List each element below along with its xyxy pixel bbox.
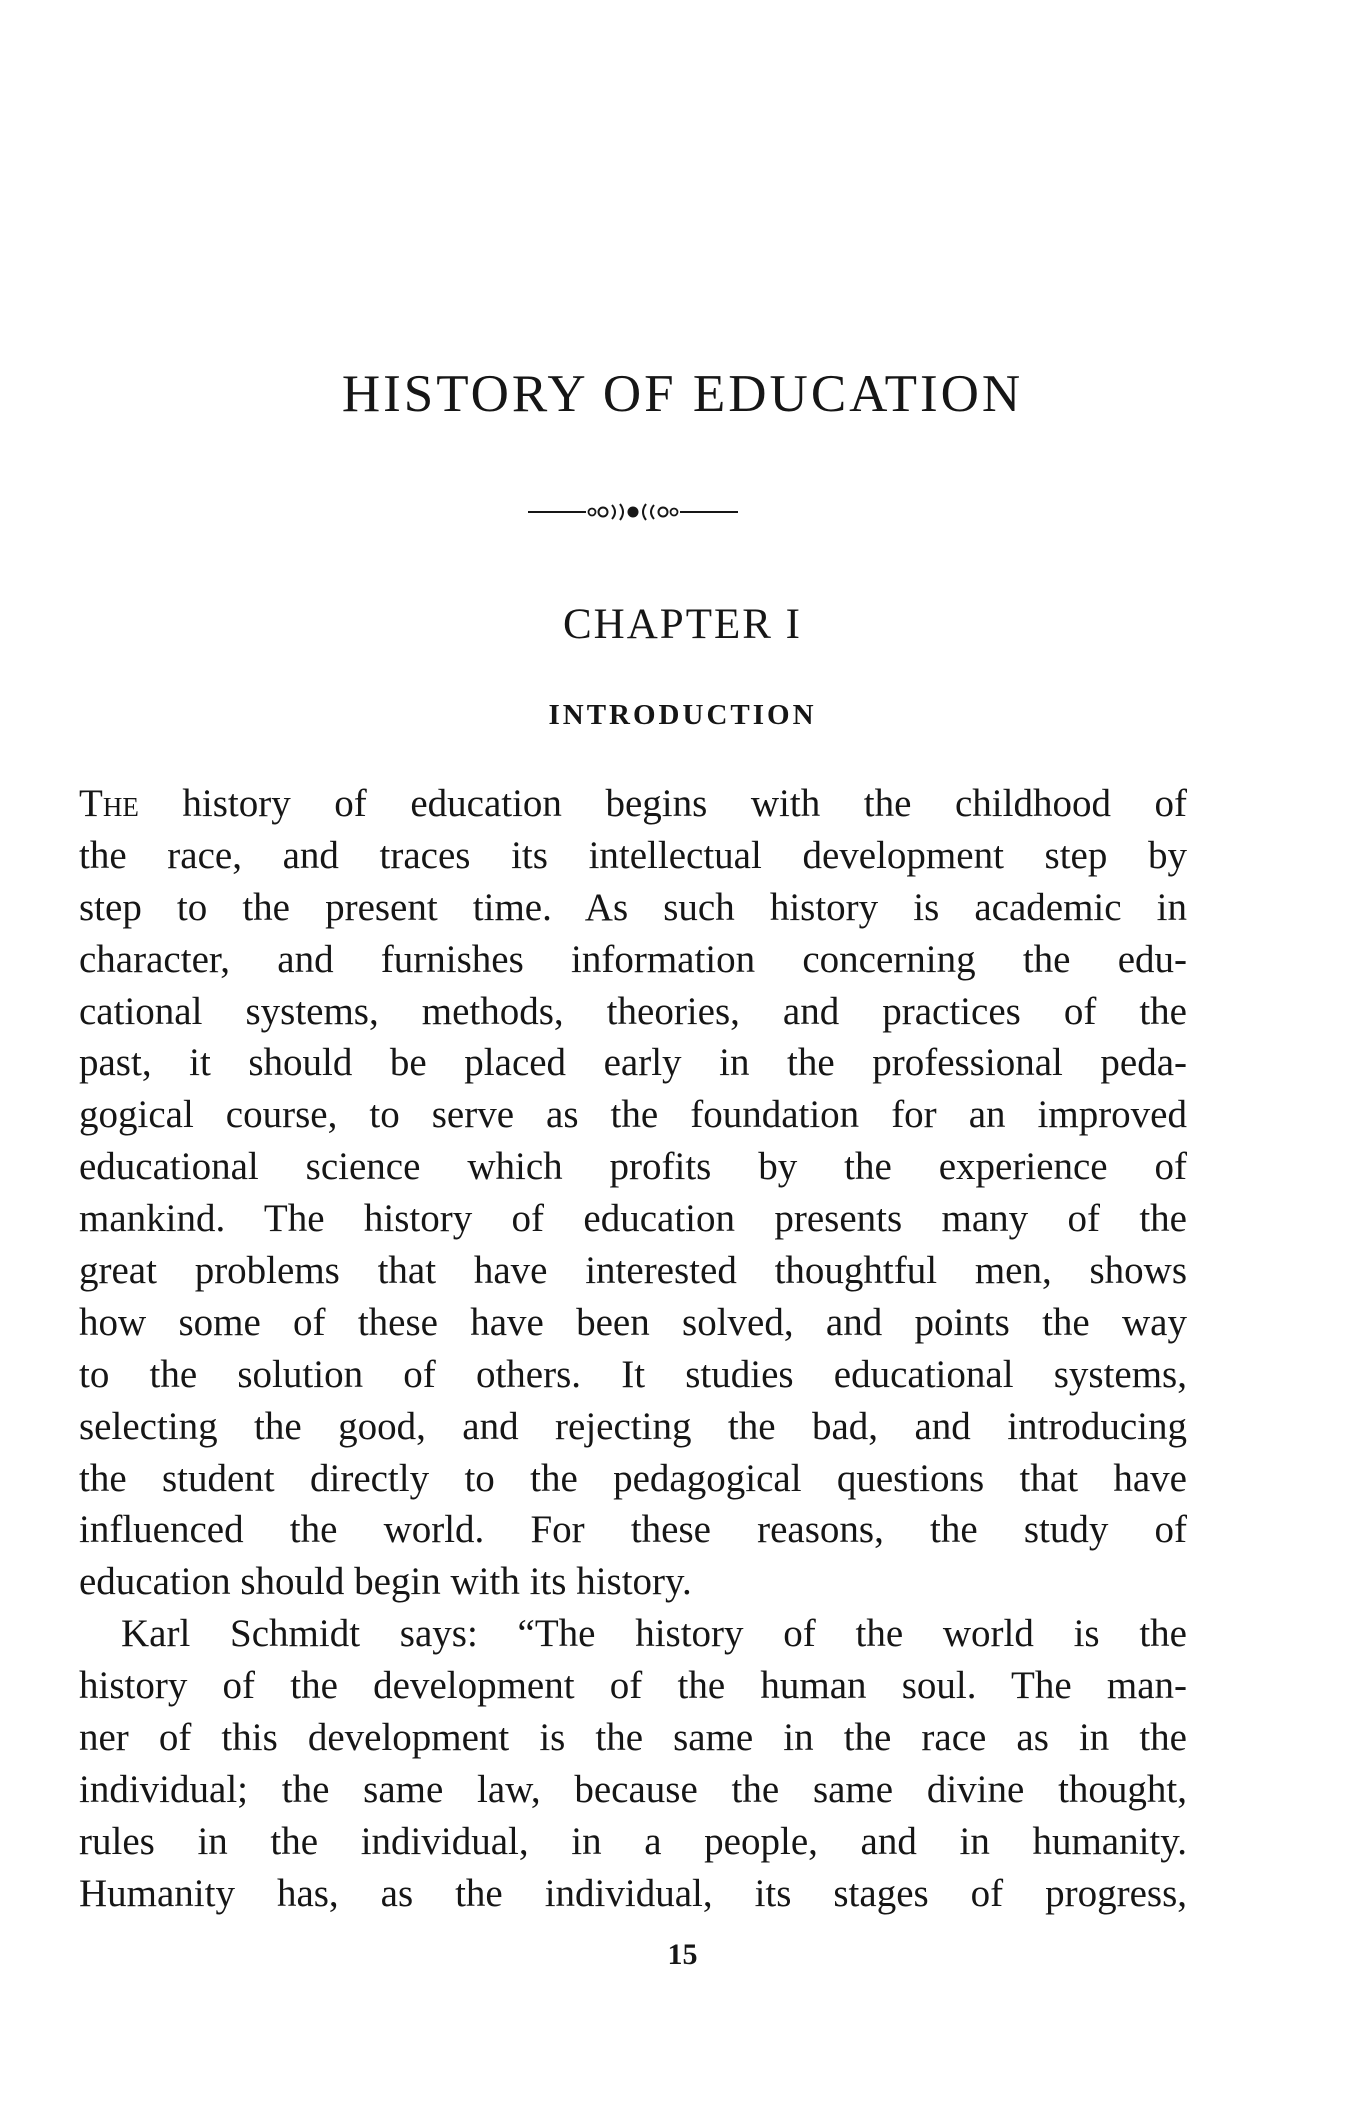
- text-line: step to the present time. As such history is academic in: [79, 885, 1187, 929]
- body-text: [79, 778, 1187, 1920]
- text-line: mankind. The history of education presents many of the: [79, 1197, 1187, 1241]
- chapter-number: CHAPTER I: [563, 601, 802, 648]
- text-line: how some of these have been solved, and points the way: [79, 1300, 1187, 1344]
- text-line: character, and furnishes information concerning the edu-: [79, 937, 1187, 981]
- text-line: Karl Schmidt says: “The history of the world is the: [121, 1612, 1187, 1656]
- text-line: selecting the good, and rejecting the bad, and introducing: [79, 1404, 1187, 1448]
- book-title: HISTORY OF EDUCATION: [341, 365, 1024, 423]
- text-line: history of the development of the human soul. The man-: [79, 1664, 1187, 1708]
- text-line: ner of this development is the same in the race as in the: [79, 1716, 1187, 1760]
- text-line: Humanity has, as the individual, its stages of progress,: [79, 1871, 1187, 1915]
- text-line: great problems that have interested thoughtful men, shows: [79, 1249, 1187, 1293]
- text-line: the student directly to the pedagogical questions that have: [79, 1456, 1187, 1500]
- text-line: individual; the same law, because the same divine thought,: [79, 1767, 1187, 1811]
- text-line: education should begin with its history.: [79, 1560, 692, 1604]
- text-line: to the solution of others. It studies educational systems,: [79, 1352, 1187, 1396]
- text-line: the race, and traces its intellectual development step by: [79, 833, 1187, 877]
- text-line: [79, 778, 1187, 830]
- text-line: educational science which profits by the experience of: [79, 1145, 1187, 1189]
- text-line: influenced the world. For these reasons, the study of: [79, 1508, 1187, 1552]
- text-line: past, it should be placed early in the professional peda-: [79, 1041, 1187, 1085]
- text-line: gogical course, to serve as the foundation for an improved: [79, 1093, 1187, 1137]
- fleuron-divider-icon: [528, 500, 738, 524]
- line-text: history of education begins with the childhood of: [138, 782, 1187, 825]
- text-line: cational systems, methods, theories, and practices of the: [79, 989, 1187, 1033]
- text-line: rules in the individual, in a people, and in humanity.: [79, 1819, 1187, 1863]
- opening-word: The: [79, 782, 139, 825]
- page-number: 15: [667, 1938, 698, 1971]
- chapter-title: INTRODUCTION: [548, 699, 817, 731]
